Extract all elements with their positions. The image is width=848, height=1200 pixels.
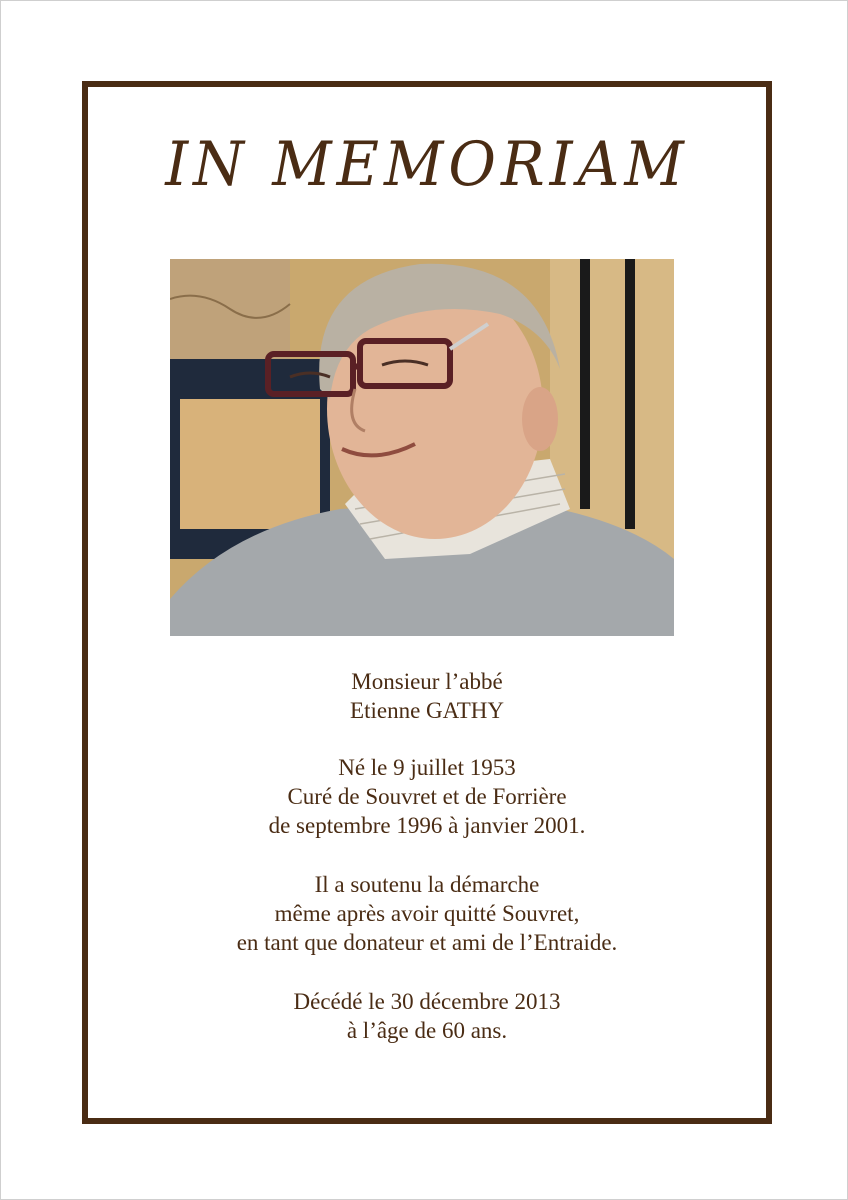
tribute-line-2: même après avoir quitté Souvret, (274, 901, 580, 926)
memorial-card-frame (82, 81, 772, 1124)
tribute-block (88, 870, 766, 957)
tribute-line-1: Il a soutenu la démarche (314, 872, 540, 897)
honorific-line: Monsieur l’abbé (351, 669, 503, 694)
full-name-line: Etienne GATHY (350, 698, 504, 723)
death-date-line: Décédé le 30 décembre 2013 (293, 989, 561, 1014)
portrait-photo (170, 259, 674, 636)
pole (580, 259, 590, 509)
memorial-title: IN MEMORIAM (165, 128, 689, 200)
death-block (88, 987, 766, 1045)
parish-line: Curé de Souvret et de Forrière (287, 784, 567, 809)
name-block (88, 667, 766, 725)
service-period-line: de septembre 1996 à janvier 2001. (268, 813, 586, 838)
career-block (88, 753, 766, 840)
age-line: à l’âge de 60 ans. (346, 1018, 508, 1043)
tribute-line-3: en tant que donateur et ami de l’Entraide. (236, 930, 618, 955)
portrait-illustration (170, 259, 674, 636)
birth-date-line: Né le 9 juillet 1953 (338, 755, 516, 780)
